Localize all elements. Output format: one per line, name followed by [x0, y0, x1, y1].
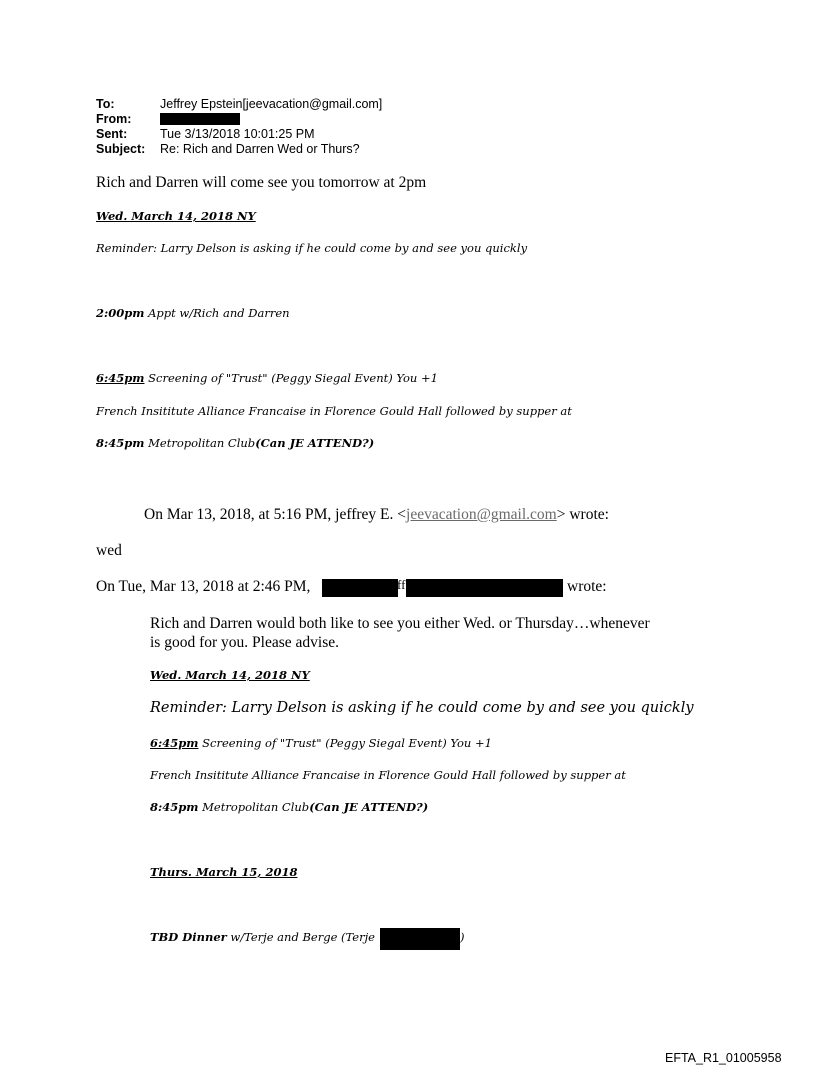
- quote1-intro-suffix: > wrote:: [556, 506, 609, 523]
- quote1-email-link[interactable]: jeevacation@gmail.com: [406, 506, 557, 523]
- quote2-screening-time: 6:45pm: [150, 736, 199, 750]
- quote2-dinner-redaction: [380, 928, 460, 950]
- quote2-thurs-heading: [150, 865, 297, 879]
- quote2-supper-question: (Can JE ATTEND?): [309, 800, 429, 814]
- reply-screening-text: Screening of "Trust" (Peggy Siegal Event) You +1: [144, 371, 438, 385]
- quote1-intro: [144, 506, 609, 524]
- from-redaction: [160, 113, 240, 125]
- quote2-screening-line: [150, 736, 492, 750]
- reply-date-heading: [96, 209, 256, 223]
- quote1-intro-prefix: On Mar 13, 2018, at 5:16 PM, jeffrey E. <: [144, 506, 407, 523]
- subject-row: [96, 142, 696, 156]
- quote1-body: wed: [96, 542, 122, 559]
- quote2-date-heading: [150, 668, 310, 682]
- quote2-dinner-line: [150, 930, 375, 944]
- quote2-dinner-close: ): [460, 930, 465, 944]
- quote2-dinner-text: w/Terje and Berge (Terje: [226, 930, 375, 944]
- email-header: [96, 97, 696, 157]
- quote2-body-line1: Rich and Darren would both like to see you either Wed. or Thursday…whenever: [150, 615, 650, 632]
- from-row: [96, 112, 696, 126]
- reply-appt-time: 2:00pm: [96, 306, 145, 320]
- subject-value: Re: Rich and Darren Wed or Thurs?: [160, 142, 360, 156]
- reply-supper-question: (Can JE ATTEND?): [255, 436, 375, 450]
- quote2-body-line2: is good for you. Please advise.: [150, 634, 339, 651]
- reply-screening-line: [96, 371, 438, 385]
- reply-supper-time: 8:45pm: [96, 436, 145, 450]
- reply-supper-text: Metropolitan Club: [144, 436, 256, 450]
- quote2-venue-line: French Insititute Alliance Francaise in Florence Gould Hall followed by supper at: [150, 768, 626, 782]
- quote2-thurs-heading-text: Thurs. March 15, 2018: [150, 865, 298, 879]
- quote2-intro-prefix: On Tue, Mar 13, 2018 at 2:46 PM,: [96, 578, 311, 595]
- quote2-date-heading-text: Wed. March 14, 2018 NY: [150, 668, 310, 682]
- reply-supper-line: [96, 436, 374, 450]
- sent-row: [96, 127, 696, 141]
- quote2-dinner-bold: TBD Dinner: [150, 930, 227, 944]
- document-id: EFTA_R1_01005958: [665, 1051, 782, 1065]
- to-value: Jeffrey Epstein[jeevacation@gmail.com]: [160, 97, 383, 111]
- reply-screening-time: 6:45pm: [96, 371, 145, 385]
- quote2-intro-glyph: ff: [397, 577, 406, 592]
- reply-appt-line: [96, 306, 290, 320]
- quote2-supper-text: Metropolitan Club: [198, 800, 310, 814]
- quote2-reminder: Reminder: Larry Delson is asking if he could come by and see you quickly: [150, 700, 694, 716]
- quote2-email-redaction: [406, 579, 563, 597]
- quote2-supper-time: 8:45pm: [150, 800, 199, 814]
- sent-label: Sent:: [96, 127, 128, 141]
- subject-label: Subject:: [96, 142, 146, 156]
- quote2-intro-suffix: wrote:: [567, 578, 607, 595]
- reply-body: Rich and Darren will come see you tomorrow at 2pm: [96, 174, 427, 191]
- reply-appt-text: Appt w/Rich and Darren: [144, 306, 290, 320]
- quote2-sender-redaction: [322, 579, 398, 597]
- from-label: From:: [96, 112, 132, 126]
- to-label: To:: [96, 97, 115, 111]
- quote2-supper-line: [150, 800, 428, 814]
- reply-reminder: Reminder: Larry Delson is asking if he could come by and see you quickly: [96, 241, 528, 255]
- quote2-screening-text: Screening of "Trust" (Peggy Siegal Event) You +1: [198, 736, 492, 750]
- reply-venue-line: French Insititute Alliance Francaise in Florence Gould Hall followed by supper at: [96, 404, 572, 418]
- reply-date-heading-text: Wed. March 14, 2018 NY: [96, 209, 256, 223]
- sent-value: Tue 3/13/2018 10:01:25 PM: [160, 127, 315, 141]
- to-row: [96, 97, 696, 111]
